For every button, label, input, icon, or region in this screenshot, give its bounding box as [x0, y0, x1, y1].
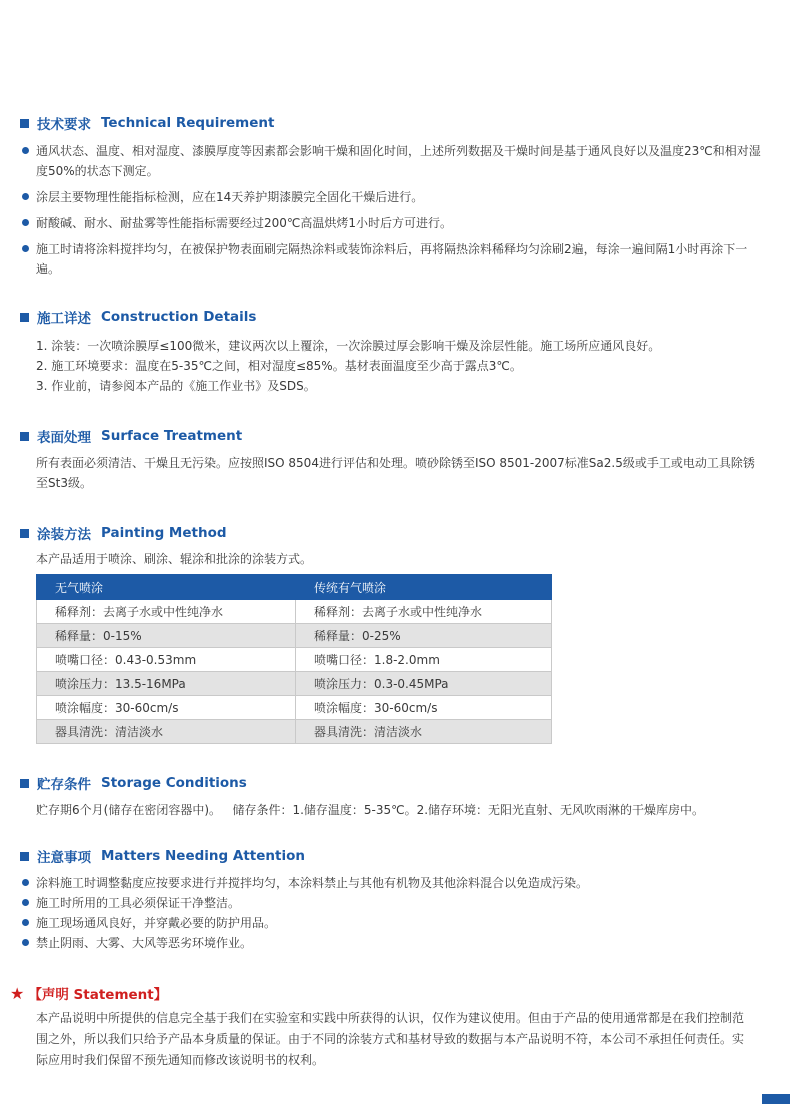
square-bullet-icon [20, 529, 29, 538]
table-cell: 器具清洗：清洁淡水 [37, 720, 296, 744]
attention-heading [20, 847, 305, 865]
construction-title-en: Construction Details [101, 309, 257, 325]
table-row [37, 720, 552, 744]
painting-title-en: Painting Method [101, 525, 227, 541]
square-bullet-icon [20, 313, 29, 322]
list-item: 耐酸碱、耐水、耐盐雾等性能指标需要经过200℃高温烘烤1小时后方可进行。 [22, 213, 762, 233]
table-row [37, 624, 552, 648]
square-bullet-icon [20, 852, 29, 861]
attention-title-en: Matters Needing Attention [101, 848, 305, 864]
technical-title-en: Technical Requirement [101, 115, 275, 131]
list-item: 禁止阴雨、大雾、大风等恶劣环境作业。 [22, 933, 762, 953]
list-item: 涂料施工时调整黏度应按要求进行并搅拌均匀，本涂料禁止与其他有机物及其他涂料混合以免造成污染。 [22, 873, 762, 893]
list-item: 涂层主要物理性能指标检测，应在14天养护期漆膜完全固化干燥后进行。 [22, 187, 762, 207]
table-cell: 稀释量：0-15% [37, 624, 296, 648]
statement-heading [10, 983, 167, 1003]
square-bullet-icon [20, 432, 29, 441]
attention-list [22, 873, 762, 953]
square-bullet-icon [20, 119, 29, 128]
table-cell: 稀释剂：去离子水或中性纯净水 [296, 600, 552, 624]
square-bullet-icon [20, 779, 29, 788]
technical-title-cn: 技术要求 [37, 117, 91, 133]
list-item: 施工时请将涂料搅拌均匀，在被保护物表面刷完隔热涂料或装饰涂料后，再将隔热涂料稀释均匀涂刷2遍，每涂一遍间隔1小时再涂下一遍。 [22, 239, 762, 279]
star-icon: ★ [10, 983, 25, 1003]
surface-heading [20, 427, 242, 445]
table-cell: 喷涂幅度：30-60cm/s [296, 696, 552, 720]
technical-list [22, 141, 762, 279]
table-row [37, 600, 552, 624]
storage-heading [20, 774, 247, 792]
table-header-cell: 无气喷涂 [37, 575, 296, 600]
painting-heading [20, 524, 227, 542]
construction-list [36, 336, 761, 396]
storage-text: 贮存期6个月(储存在密闭容器中)。 储存条件：1.储存温度：5-35℃。2.储存环境：无阳光直射、无风吹雨淋的干燥库房中。 [36, 803, 705, 817]
surface-title-en: Surface Treatment [101, 428, 243, 444]
list-item: 1. 涂装：一次喷涂膜厚≤100微米，建议两次以上覆涂，一次涂膜过厚会影响干燥及涂层性能。施工场所应通风良好。 [36, 339, 661, 353]
table-cell: 喷涂幅度：30-60cm/s [37, 696, 296, 720]
table-header-row [37, 575, 552, 600]
table-row [37, 672, 552, 696]
page-corner-mark [762, 1094, 790, 1104]
technical-heading [20, 114, 274, 132]
table-cell: 器具清洗：清洁淡水 [296, 720, 552, 744]
table-cell: 喷嘴口径：0.43-0.53mm [37, 648, 296, 672]
list-item: 2. 施工环境要求：温度在5-35℃之间，相对湿度≤85%。基材表面温度至少高于露点3℃。 [36, 359, 522, 373]
painting-intro: 本产品适用于喷涂、刷涂、辊涂和批涂的涂装方式。 [36, 552, 313, 566]
painting-table [36, 574, 552, 744]
table-cell: 喷涂压力：13.5-16MPa [37, 672, 296, 696]
attention-title-cn: 注意事项 [37, 850, 91, 866]
list-item: 施工时所用的工具必须保证干净整洁。 [22, 893, 762, 913]
surface-title-cn: 表面处理 [37, 430, 91, 446]
list-item: 通风状态、温度、相对湿度、漆膜厚度等因素都会影响干燥和固化时间，上述所列数据及干燥时间是基于通风良好以及温度23℃和相对湿度50%的状态下测定。 [22, 141, 762, 181]
table-cell: 稀释剂：去离子水或中性纯净水 [37, 600, 296, 624]
list-item: 3. 作业前，请参阅本产品的《施工作业书》及SDS。 [36, 379, 316, 393]
statement-title: 【声明 Statement】 [28, 987, 168, 1003]
table-header-cell: 传统有气喷涂 [296, 575, 552, 600]
statement-text: 本产品说明中所提供的信息完全基于我们在实验室和实践中所获得的认识，仅作为建议使用。但由于产品的使用通常都是在我们控制范围之外，所以我们只给予产品本身质量的保证。由于不同的涂装方式和基材导致的数据与本产品说明不符，本公司不承担任何责任。实际应用时我们保留不预先通知而修改该说明书的权利。 [36, 1011, 745, 1067]
table-row [37, 648, 552, 672]
list-item: 施工现场通风良好，并穿戴必要的防护用品。 [22, 913, 762, 933]
storage-title-cn: 贮存条件 [37, 777, 91, 793]
table-cell: 喷嘴口径：1.8-2.0mm [296, 648, 552, 672]
surface-text: 所有表面必须清洁、干燥且无污染。应按照ISO 8504进行评估和处理。喷砂除锈至ISO 8501-2007标准Sa2.5级或手工或电动工具除锈至St3级。 [36, 456, 755, 490]
table-cell: 喷涂压力：0.3-0.45MPa [296, 672, 552, 696]
storage-title-en: Storage Conditions [101, 775, 247, 791]
table-cell: 稀释量：0-25% [296, 624, 552, 648]
table-row [37, 696, 552, 720]
construction-heading [20, 308, 256, 326]
painting-title-cn: 涂装方法 [37, 527, 91, 543]
construction-title-cn: 施工详述 [37, 311, 91, 327]
